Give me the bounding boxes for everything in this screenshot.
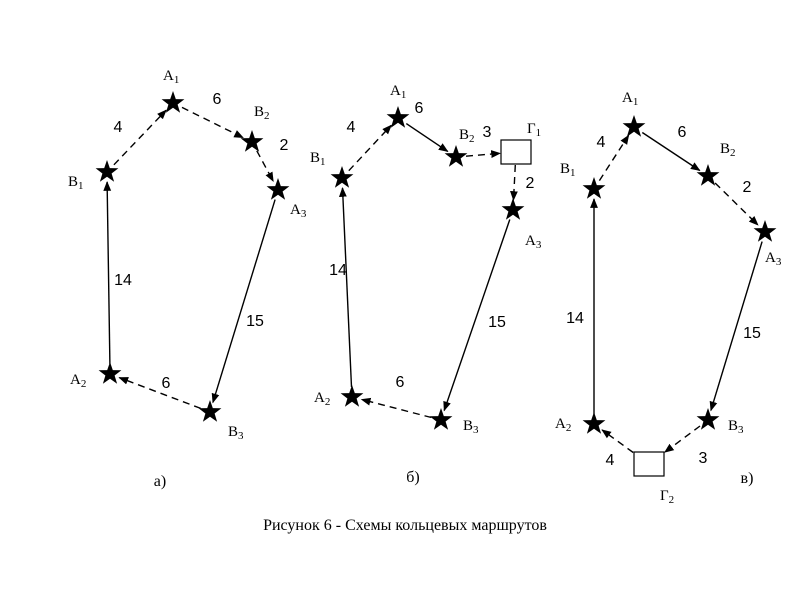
node-label-a3 [765,250,782,268]
node-label-index: 2 [80,378,87,390]
point-star-b2 [697,164,720,186]
node-label-a1 [163,68,179,86]
route-edge-b2-g1 [466,153,500,156]
edge-distance-label: 4 [346,119,356,136]
node-label-b3 [228,424,244,442]
node-label-index: 3 [738,424,744,436]
node-label-letter: А [290,202,301,218]
point-star-b2 [445,145,468,167]
route-edge-a3-b3 [213,200,275,403]
node-label-index: 3 [300,208,307,220]
edge-distance-label: 2 [525,175,535,192]
point-star-a2 [99,362,122,384]
route-edge-b2-a3 [257,151,273,181]
node-label-letter: В [310,150,321,166]
point-star-b1 [583,177,606,199]
node-label-index: 1 [570,167,576,179]
route-edge-g2-a2 [602,430,633,453]
edge-distance-label: 3 [482,124,492,141]
edge-distance-label: 15 [743,325,761,342]
node-label-letter: А [622,90,633,106]
point-star-a1 [162,91,185,113]
route-edge-b3-a2 [362,400,432,418]
node-label-letter: В [459,127,470,143]
route-scheme-2 [310,83,542,486]
node-label-b2 [254,104,270,122]
node-label-a2 [70,372,86,390]
garage-box-g1 [501,140,531,164]
node-label-letter: А [555,416,566,432]
node-label-g1 [527,121,541,139]
node-label-b1 [560,161,576,179]
node-label-letter: В [254,104,265,120]
node-label-b3 [463,418,479,436]
node-label-index: 1 [535,127,542,139]
point-star-a3 [267,178,290,200]
node-label-letter: А [163,68,174,84]
node-label-letter: А [390,83,401,99]
node-label-index: 2 [565,422,572,434]
edge-distance-label: 2 [279,137,289,154]
node-label-index: 3 [473,424,479,436]
point-star-a3 [754,220,777,242]
node-label-a2 [555,416,571,434]
route-edge-b2-a3 [715,183,758,225]
route-scheme-1 [68,68,307,490]
edge-distance-label: 6 [212,91,222,108]
scheme-label: б) [406,469,420,486]
node-label-index: 3 [238,430,244,442]
node-label-index: 2 [469,133,475,145]
point-star-b2 [241,130,264,152]
node-label-b2 [720,141,736,159]
node-label-a1 [622,90,638,108]
edge-distance-label: 15 [246,313,264,330]
node-label-b1 [68,174,84,192]
node-label-letter: В [463,418,474,434]
node-label-index: 1 [632,96,639,108]
scheme-label: а) [153,473,167,490]
node-label-index: 2 [668,494,675,506]
node-label-letter: В [228,424,239,440]
route-edge-g1-a3 [514,165,516,200]
node-label-letter: А [314,390,325,406]
edge-distance-label: 6 [414,100,424,117]
route-edge-a2-b1 [107,182,110,364]
node-label-b3 [728,418,744,436]
node-label-index: 2 [264,110,270,122]
point-star-a1 [623,115,646,137]
route-edge-b3-g2 [665,426,700,452]
route-edge-a1-b2 [182,107,243,137]
node-label-index: 2 [730,147,736,159]
node-label-a3 [290,202,307,220]
edge-distance-label: 15 [488,314,506,331]
node-label-index: 1 [320,156,326,168]
node-label-letter: Г [527,121,536,137]
node-label-index: 1 [173,74,180,86]
figure-caption: Рисунок 6 - Схемы кольцевых маршрутов [263,517,547,534]
point-star-a1 [387,106,410,128]
route-edge-a1-b2 [406,124,447,152]
edge-distance-label: 6 [395,374,405,391]
scheme-label: в) [740,470,754,487]
node-label-letter: А [525,233,536,249]
edge-distance-label: 6 [161,375,171,392]
node-label-letter: Г [660,488,669,504]
node-label-a1 [390,83,406,101]
point-star-a3 [502,198,525,220]
route-edge-b3-a2 [119,378,200,409]
edge-distance-label: 2 [742,179,752,196]
node-label-index: 2 [324,396,331,408]
garage-box-g2 [634,452,664,476]
route-edge-a2-b1 [343,188,352,387]
point-star-b3 [430,408,453,430]
point-star-a2 [341,385,364,407]
node-label-index: 3 [535,239,542,251]
route-scheme-3 [555,90,782,506]
node-label-g2 [660,488,674,506]
node-label-index: 1 [400,89,407,101]
point-star-b3 [199,400,222,422]
edge-distance-label: 14 [114,272,132,289]
edge-distance-label: 3 [698,450,708,467]
edge-distance-label: 14 [329,262,347,279]
node-label-letter: А [70,372,81,388]
route-edge-a1-b2 [642,133,699,171]
node-label-letter: А [765,250,776,266]
node-label-letter: В [68,174,79,190]
edge-distance-label: 6 [677,124,687,141]
node-label-b2 [459,127,475,145]
node-label-index: 3 [775,256,782,268]
edge-distance-label: 14 [566,310,584,327]
node-label-letter: В [560,161,571,177]
node-label-a2 [314,390,330,408]
edge-distance-label: 4 [605,452,615,469]
node-label-b1 [310,150,326,168]
edge-distance-label: 4 [596,134,606,151]
node-label-letter: В [728,418,739,434]
edge-distance-label: 4 [113,119,123,136]
node-label-index: 1 [78,180,84,192]
node-label-letter: В [720,141,731,157]
node-label-a3 [525,233,542,251]
